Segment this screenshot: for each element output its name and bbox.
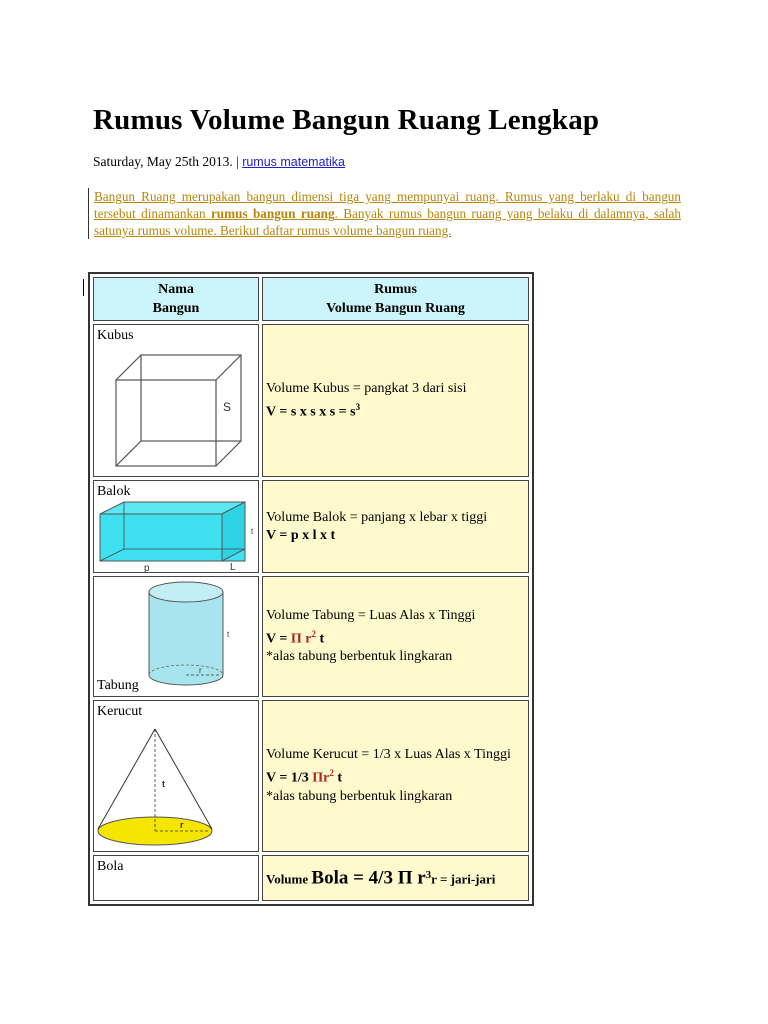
cone-height-label: t <box>162 779 165 789</box>
cone-diagram <box>94 701 258 851</box>
formula-eq-kerucut-v: V = 1/3 <box>266 770 313 786</box>
formula-eq-balok: V = p x l x t <box>266 527 336 543</box>
meta-separator: | <box>236 154 239 169</box>
table-header-row <box>93 277 529 321</box>
name-cell-kerucut <box>93 700 259 852</box>
formula-text-kubus: Volume Kubus = pangkat 3 dari sisi <box>266 380 467 396</box>
formula-eq-tabung-pi: Π r <box>290 631 312 647</box>
formula-eq-kubus <box>266 398 528 422</box>
name-balok: Balok <box>97 484 131 499</box>
name-bola: Bola <box>97 859 124 874</box>
formula-note-tabung: *alas tabung berbentuk lingkaran <box>266 649 453 665</box>
table-row <box>93 576 529 697</box>
formula-cell-kerucut <box>262 700 529 852</box>
formula-eq-kerucut <box>266 764 528 788</box>
table-row <box>93 700 529 852</box>
cuboid-width-label: L <box>230 562 236 572</box>
formula-table <box>88 272 534 906</box>
cone-radius-label: r <box>180 820 184 830</box>
formula-eq-tabung-t: t <box>315 631 325 647</box>
name-cell-tabung <box>93 576 259 697</box>
header-name-line1: Nama <box>158 282 194 297</box>
cylinder-radius-label: r <box>199 666 202 675</box>
formula-text-balok: Volume Balok = panjang x lebar x tiggi <box>266 509 488 525</box>
formula-eq-tabung-v: V = <box>266 631 291 647</box>
header-formula-line2: Volume Bangun Ruang <box>326 301 465 316</box>
formula-bola-suffix: r = jari-jari <box>431 871 496 887</box>
name-cell-balok <box>93 480 259 573</box>
cube-side-label: S <box>223 400 232 414</box>
formula-cell-bola <box>262 855 529 901</box>
intro-paragraph <box>88 188 681 239</box>
formula-bola-main: Bola = 4/3 Π r <box>311 867 426 889</box>
formula-eq-kubus-sup: 3 <box>355 401 361 412</box>
cylinder-height-label: t <box>227 630 230 639</box>
cuboid-diagram <box>94 481 258 572</box>
header-name-cell <box>93 277 259 321</box>
name-cell-bola <box>93 855 259 901</box>
cuboid-height-label: t <box>251 527 254 536</box>
formula-eq-kerucut-t: t <box>333 770 343 786</box>
table-row <box>93 480 529 573</box>
formula-text-tabung: Volume Tabung = Luas Alas x Tinggi <box>266 607 476 623</box>
intro-text-1: Bangun Ruang merupakan bangun dimensi tiga yang mempunyai ruang. Rumus yang berlaku di bangun tersebut dinamankan <box>94 189 681 221</box>
formula-bola-sup: 3 <box>425 869 432 882</box>
intro-text-2: . Banyak rumus bangun ruang yang belaku di dalamnya, salah satunya rumus volume. Berikut daftar rumus volume bangun ruang. <box>94 206 681 238</box>
header-formula-cell <box>262 277 529 321</box>
name-tabung: Tabung <box>97 678 139 693</box>
formula-eq-tabung <box>266 625 528 649</box>
cuboid-length-label: p <box>144 563 150 572</box>
formula-eq-tabung-sup: 2 <box>311 628 316 639</box>
cube-diagram <box>94 325 258 476</box>
header-name-line2: Bangun <box>152 301 200 316</box>
formula-eq-kubus-main: V = s x s x s = s <box>266 404 356 420</box>
formula-eq-kerucut-pi: Πr <box>312 770 330 786</box>
header-formula-line1: Rumus <box>374 282 417 297</box>
post-meta <box>93 154 345 170</box>
formula-eq-kerucut-sup: 2 <box>329 768 334 779</box>
name-kubus: Kubus <box>97 328 134 343</box>
page-title: Rumus Volume Bangun Ruang Lengkap <box>93 104 600 136</box>
text-cursor <box>83 279 84 296</box>
table-row <box>93 855 529 901</box>
cylinder-diagram <box>94 577 258 696</box>
post-date: Saturday, May 25th 2013. <box>93 154 233 169</box>
name-cell-kubus <box>93 324 259 477</box>
formula-note-kerucut: *alas tabung berbentuk lingkaran <box>266 788 453 804</box>
formula-text-kerucut: Volume Kerucut = 1/3 x Luas Alas x Tinggi <box>266 747 511 763</box>
table-row <box>93 324 529 477</box>
formula-cell-tabung <box>262 576 529 697</box>
intro-bold-link[interactable]: rumus bangun ruang <box>210 206 335 221</box>
name-kerucut: Kerucut <box>97 704 143 719</box>
formula-cell-balok <box>262 480 529 573</box>
formula-bola-prefix: Volume <box>266 871 312 887</box>
formula-cell-kubus <box>262 324 529 477</box>
category-link[interactable]: rumus matematika <box>242 155 345 169</box>
